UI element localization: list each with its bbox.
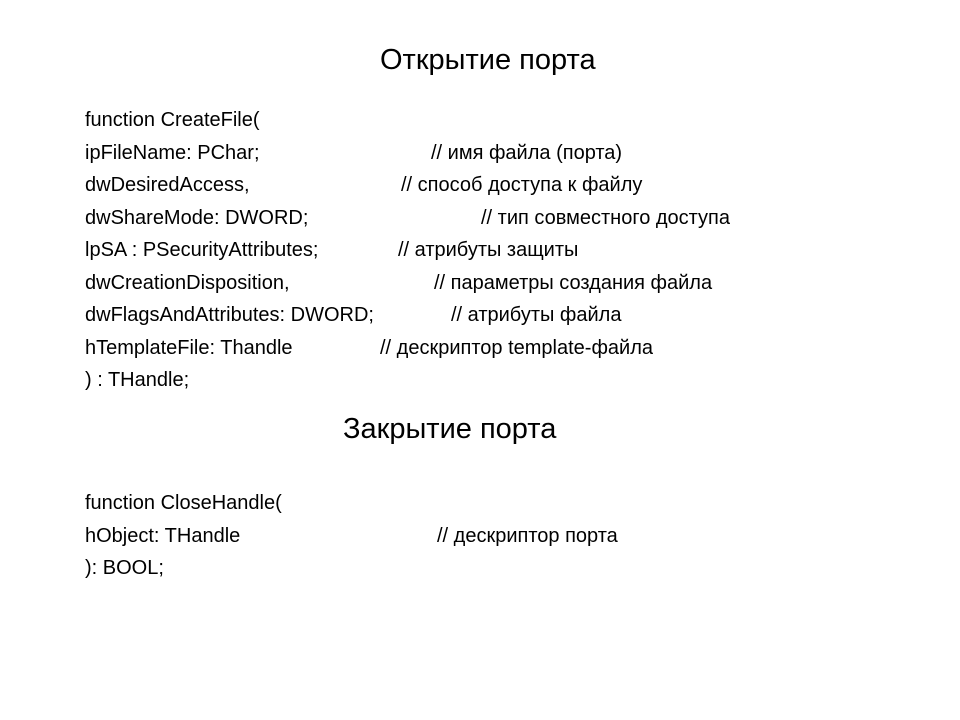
code-comment: // дескриптор порта (437, 524, 618, 547)
code-line (85, 267, 713, 300)
close-handle-code-block (85, 487, 618, 585)
create-file-code-block (85, 104, 731, 397)
code-line (85, 234, 579, 267)
code-line (85, 487, 282, 520)
code-text: ipFileName: PChar; (85, 141, 260, 164)
code-line (85, 169, 643, 202)
open-port-title: Открытие порта (380, 44, 596, 76)
code-comment: // дескриптор template-файла (380, 336, 653, 359)
code-text: dwFlagsAndAttributes: DWORD; (85, 304, 374, 326)
code-comment: // имя файла (порта) (431, 141, 623, 164)
code-text: function CreateFile( (85, 109, 260, 131)
code-comment: // способ доступа к файлу (401, 174, 643, 196)
code-comment: // атрибуты защиты (398, 239, 579, 261)
code-text: dwCreationDisposition, (85, 271, 290, 294)
code-text: ): BOOL; (85, 557, 164, 579)
code-line (85, 520, 618, 553)
close-port-title: Закрытие порта (343, 413, 557, 445)
code-line (85, 104, 374, 137)
code-text: hTemplateFile: Thandle (85, 336, 293, 359)
code-line (85, 364, 374, 397)
code-text: lpSA : PSecurityAttributes; (85, 239, 319, 261)
code-line (85, 299, 622, 332)
code-comment: // параметры создания файла (434, 271, 713, 294)
code-text: function CloseHandle( (85, 492, 282, 514)
code-line (85, 552, 282, 585)
code-line (85, 332, 653, 365)
code-comment: // атрибуты файла (451, 304, 622, 326)
code-line (85, 137, 623, 170)
code-text: ) : THandle; (85, 369, 190, 391)
code-text: hObject: THandle (85, 524, 241, 547)
code-text: dwShareMode: DWORD; (85, 206, 309, 229)
code-comment: // тип совместного доступа (481, 206, 731, 229)
code-text: dwDesiredAccess, (85, 174, 250, 196)
code-line (85, 202, 731, 235)
